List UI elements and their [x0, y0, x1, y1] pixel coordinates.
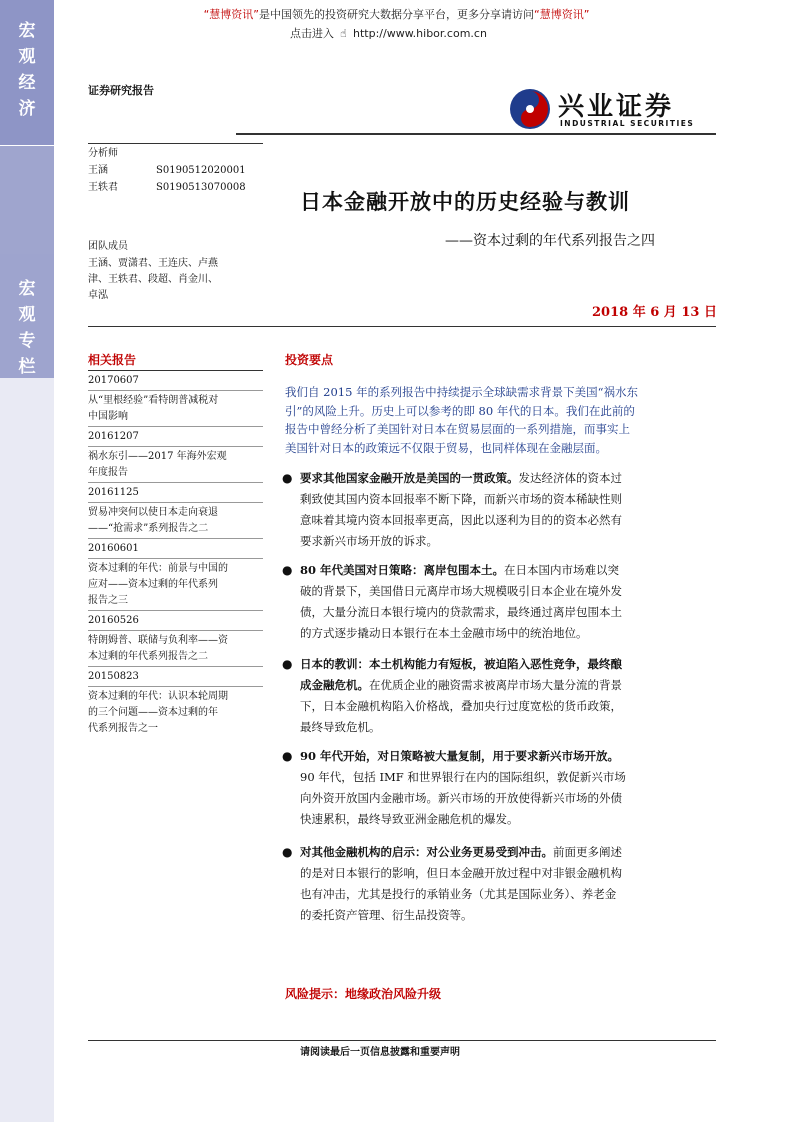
analyst-row: [88, 179, 263, 196]
analyst-name: 王涵: [88, 165, 108, 176]
analyst-name: 王轶君: [88, 182, 118, 193]
summary-bullet: ● 日本的教训：本土机构能力有短板，被迫陷入恶性竞争，最终酿 成金融危机。在优质企业的融资需求被离岸市场大量分流的背景 下，日本金融机构陷入价格战，叠加央行过度宽松的货币政策， 最终导致危机。: [300, 654, 715, 738]
logo-mark-icon: [508, 87, 552, 131]
sidebar-mid-char: 栏: [18, 357, 36, 377]
related-date: 20161125: [88, 483, 263, 503]
footer-disclaimer[interactable]: 请阅读最后一页信息披露和重要声明: [300, 1047, 460, 1058]
promo-link-row[interactable]: [290, 25, 487, 41]
header-rule: [236, 133, 716, 135]
analyst-id: S0190512020001: [156, 165, 246, 176]
report-type: 证券研究报告: [88, 84, 154, 97]
promo-text: 是中国领先的投资研究大数据分享平台，更多分享请访问: [259, 8, 534, 21]
related-entry[interactable]: [88, 427, 263, 483]
promo-banner: [0, 6, 793, 22]
related-date: 20161207: [88, 427, 263, 447]
related-title[interactable]: 祸水东引——2017 年海外宏观 年度报告: [88, 447, 263, 483]
related-entry[interactable]: [88, 611, 263, 667]
related-panel: [88, 350, 263, 738]
sidebar-top: [0, 0, 54, 145]
logo-cn: 兴业证券: [558, 92, 675, 122]
sidebar-mid-char: 宏: [18, 279, 36, 299]
sidebar-top-char: 济: [18, 99, 36, 119]
page-subtitle: ——资本过剩的年代系列报告之四: [445, 233, 655, 249]
cursor-icon: ☝: [340, 27, 347, 40]
related-title[interactable]: 从“里根经验”看特朗普减税对 中国影响: [88, 391, 263, 427]
analyst-row: [88, 162, 263, 179]
risk-label: 风险提示：: [285, 987, 346, 1001]
promo-link-url[interactable]: http://www.hibor.com.cn: [353, 27, 487, 40]
promo-suffix: “慧博资讯”: [534, 8, 590, 21]
related-entry[interactable]: [88, 539, 263, 611]
related-heading: 相关报告: [88, 350, 263, 371]
sidebar-top-char: 宏: [18, 21, 36, 41]
related-date: 20150823: [88, 667, 263, 687]
related-title[interactable]: 资本过剩的年代：前景与中国的 应对——资本过剩的年代系列 报告之三: [88, 559, 263, 611]
sidebar-top-char: 观: [18, 47, 36, 67]
related-entry[interactable]: [88, 371, 263, 427]
bullet-icon: ●: [282, 471, 293, 485]
sidebar-mid: [0, 146, 54, 378]
analyst-rule: [88, 143, 263, 144]
summary-intro: 我们自 2015 年的系列报告中持续提示全球缺需求背景下美国“祸水东 引”的风险上升。历史上可以参考的即 80 年代的日本。我们在此前的 报告中曾经分析了美国针对日本在贸易层面的一系列措施，而事实上 美国针对日本的政策远不仅限于贸易，也同样体现在金融层面。: [285, 385, 638, 455]
promo-prefix: “慧博资讯”: [203, 8, 259, 21]
sidebar-bottom: [0, 378, 54, 1122]
analysts-panel: [88, 143, 263, 196]
date-rule: [88, 326, 716, 327]
bullet-icon: ●: [282, 563, 293, 577]
risk-text: 地缘政治风险升级: [345, 987, 442, 1001]
related-date: 20170607: [88, 371, 263, 391]
bullet-icon: ●: [282, 657, 293, 671]
summary-bullet: ● 对其他金融机构的启示：对公业务更易受到冲击。前面更多阐述 的是对日本银行的影响，但日本金融开放过程中对非银金融机构 也有冲击，尤其是投行的承销业务（尤其是国际业务）、养老金 的委托资产管理、衍生品投资等。: [300, 842, 715, 926]
related-date: 20160526: [88, 611, 263, 631]
related-entry[interactable]: [88, 483, 263, 539]
footer-rule: [88, 1040, 716, 1041]
summary-heading: 投资要点: [285, 353, 334, 367]
company-logo: [508, 86, 713, 132]
related-date: 20160601: [88, 539, 263, 559]
team-line: 王涵、贾潇君、王连庆、卢燕: [88, 258, 218, 269]
sidebar-mid-char: 专: [18, 331, 36, 351]
logo-en: INDUSTRIAL SECURITIES: [560, 119, 695, 128]
page-title: 日本金融开放中的历史经验与教训: [300, 189, 630, 214]
bullet-icon: ●: [282, 845, 293, 859]
related-title[interactable]: 资本过剩的年代：认识本轮周期 的三个问题——资本过剩的年 代系列报告之一: [88, 691, 228, 734]
team-line: 津、王轶君、段超、肖金川、: [88, 274, 218, 285]
risk-warning: [285, 985, 441, 1002]
summary-bullet: ● 要求其他国家金融开放是美国的一贯政策。发达经济体的资本过 剩致使其国内资本回报率不断下降，而新兴市场的资本稀缺性则 意味着其境内资本回报率更高，因此以逐利为目的的资本必然有 要求新兴市场开放的诉求。: [300, 468, 715, 552]
promo-link-prefix[interactable]: 点击进入: [290, 27, 334, 40]
related-entry[interactable]: [88, 667, 263, 738]
team-panel: [88, 238, 263, 304]
summary-bullet: ● 90 年代开始，对日策略被大量复制，用于要求新兴市场开放。 90 年代，包括 IMF 和世界银行在内的国际组织，敦促新兴市场 向外资开放国内金融市场。新兴市场的开放使得新兴市场的外债 快速累积，最终导致亚洲金融危机的爆发。: [300, 746, 715, 830]
analyst-id: S0190513070008: [156, 182, 246, 193]
team-line: 卓泓: [88, 290, 108, 301]
related-title[interactable]: 特朗姆普、联储与负利率——资 本过剩的年代系列报告之二: [88, 631, 263, 667]
analysts-heading: 分析师: [88, 148, 118, 159]
bullet-icon: ●: [282, 749, 293, 763]
sidebar-mid-char: 观: [18, 305, 36, 325]
related-title[interactable]: 贸易冲突何以使日本走向衰退 ——“抢需求”系列报告之二: [88, 503, 263, 539]
sidebar-top-char: 经: [18, 73, 36, 93]
report-date: 2018 年 6 月 13 日: [592, 305, 717, 320]
team-heading: 团队成员: [88, 241, 128, 252]
summary-bullet: ● 80 年代美国对日策略：离岸包围本土。在日本国内市场难以突 破的背景下，美国借日元离岸市场大规模吸引日本企业在境外发 债，大量分流日本银行境内的贷款需求，最终通过离岸包围本土 的方式逐步撬动日本银行在本土金融市场中的统治地位。: [300, 560, 715, 644]
